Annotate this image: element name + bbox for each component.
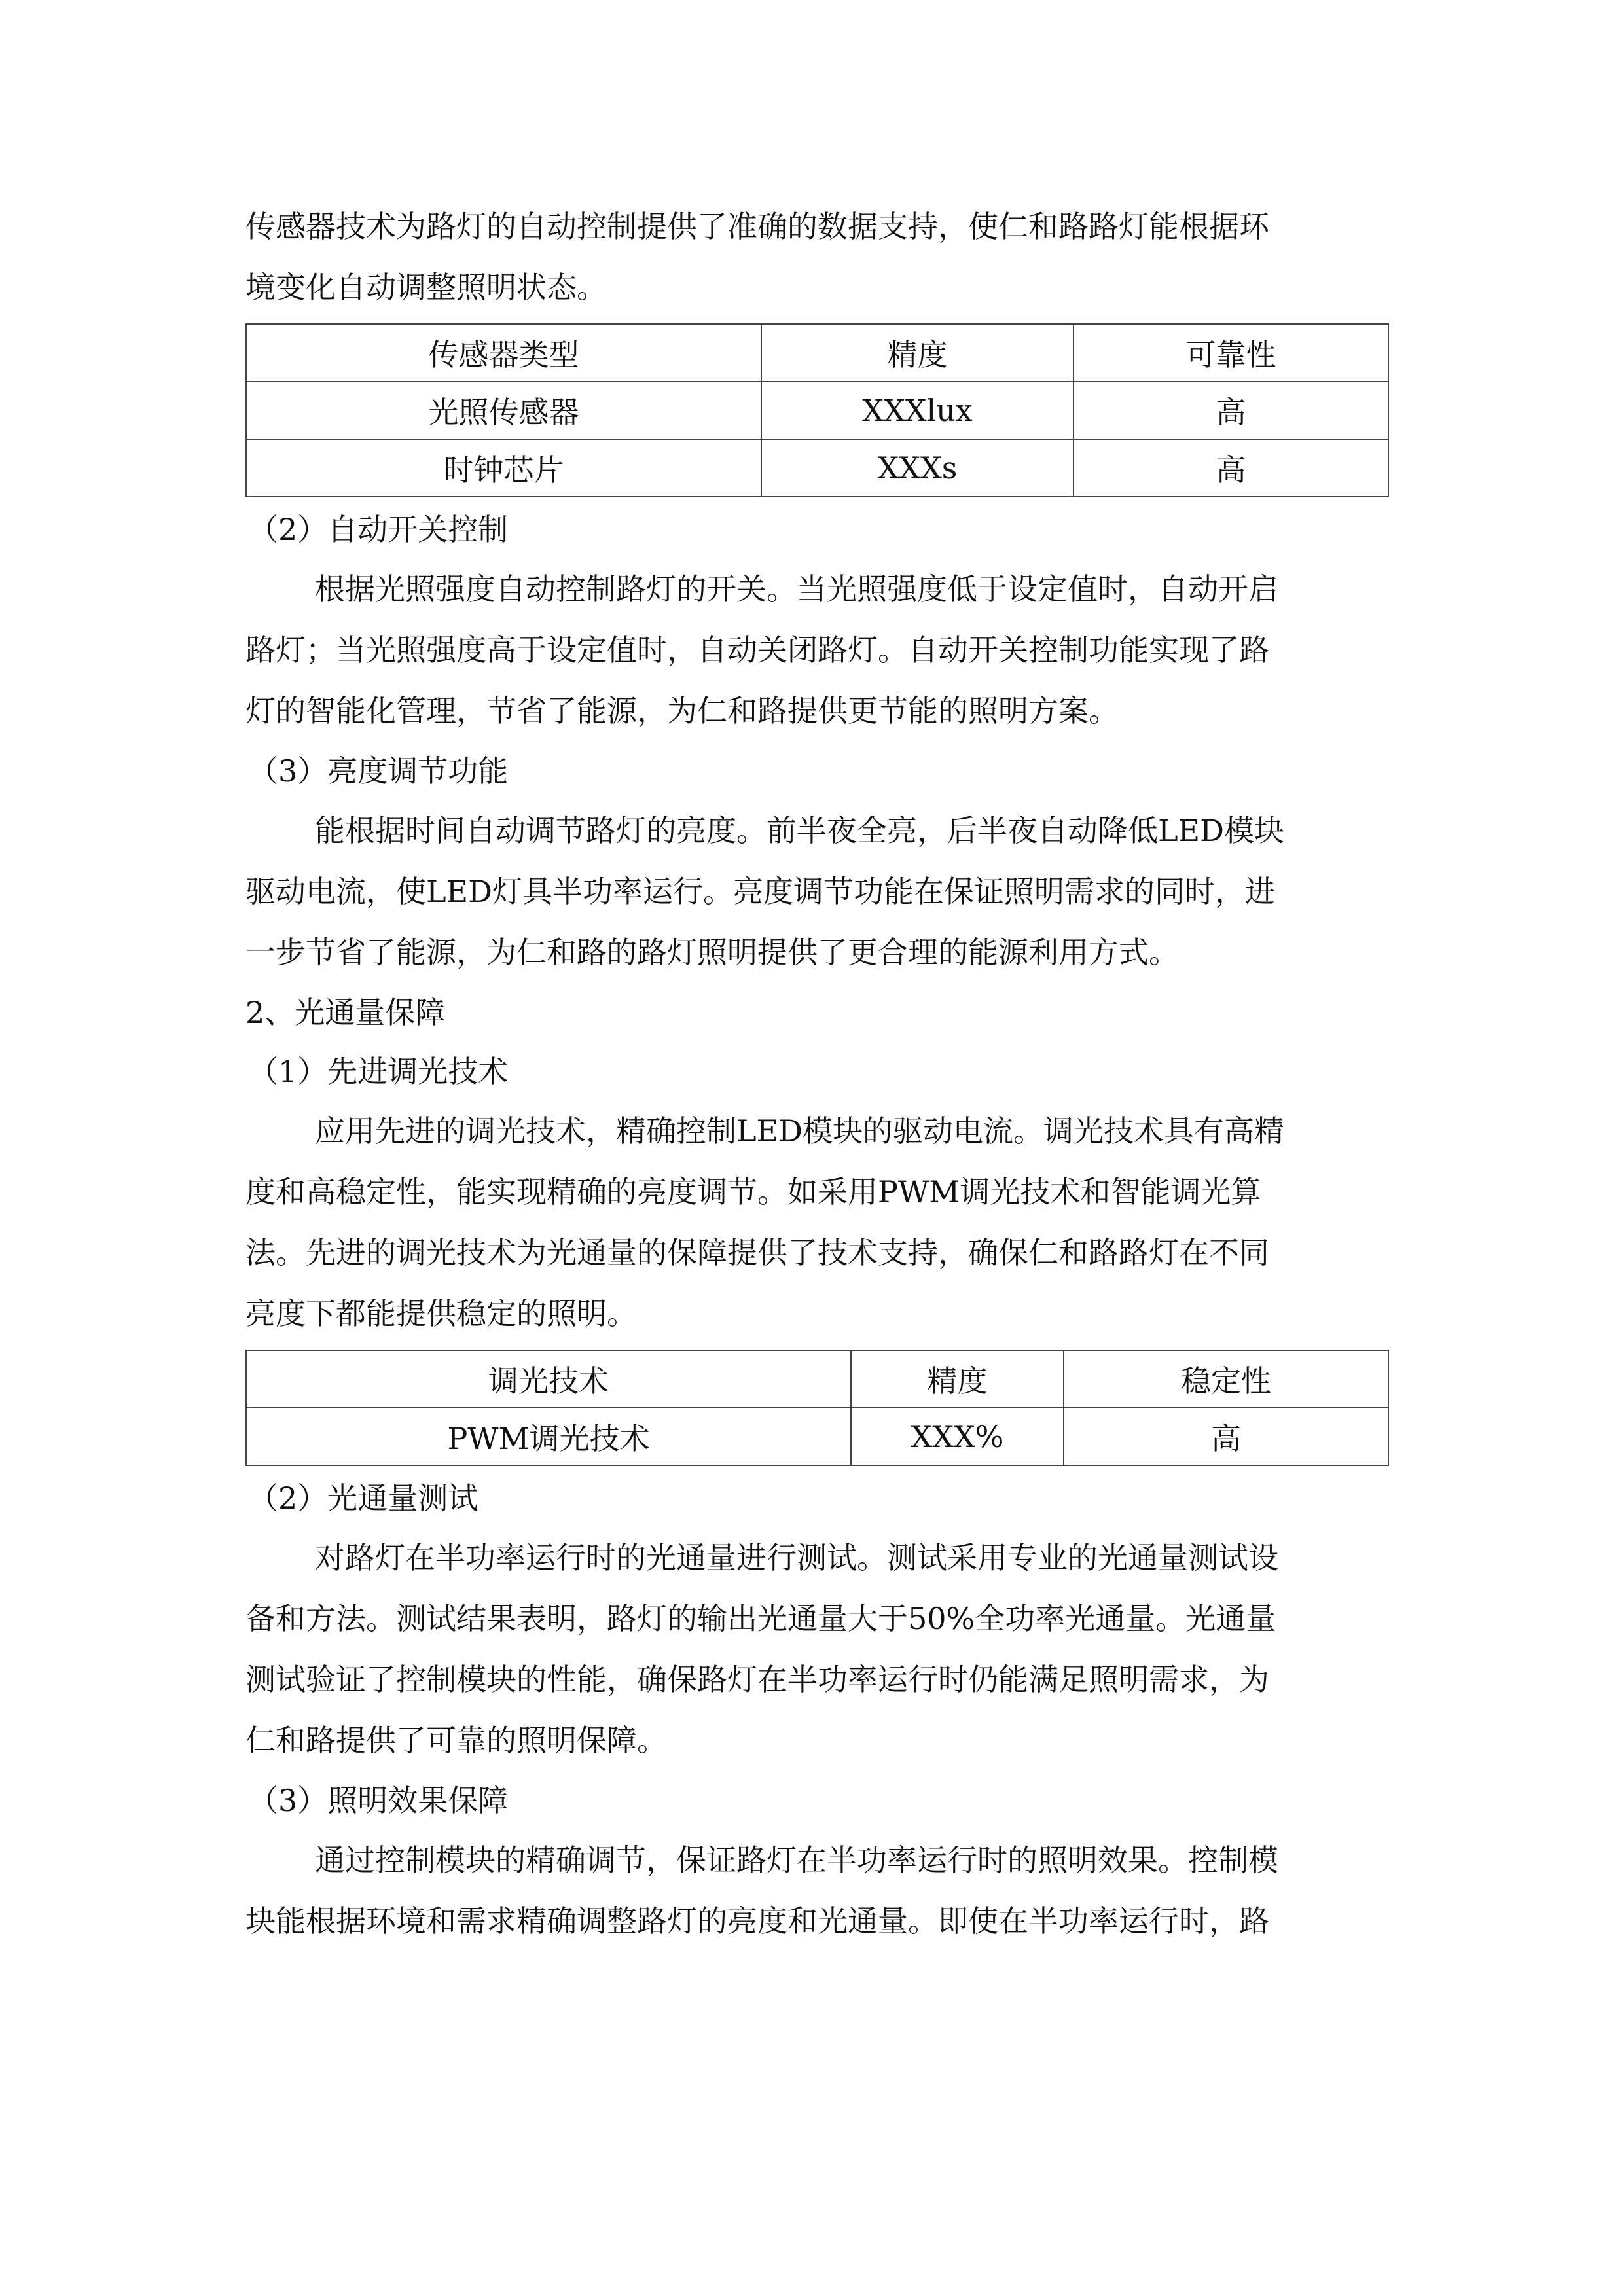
paragraph-line: 法。先进的调光技术为光通量的保障提供了技术支持，确保仁和路路灯在不同 <box>245 1235 1269 1270</box>
table-cell: XXX% <box>851 1408 1064 1465</box>
dimming-table <box>245 1350 1389 1466</box>
table-header-cell: 可靠性 <box>1074 324 1388 382</box>
paragraph-line: 通过控制模块的精确调节，保证路灯在半功率运行时的照明效果。控制模 <box>315 1842 1278 1878</box>
paragraph-line: 亮度下都能提供稳定的照明。 <box>245 1296 637 1331</box>
paragraph-line: 测试验证了控制模块的性能，确保路灯在半功率运行时仍能满足照明需求，为 <box>245 1662 1269 1697</box>
section-heading: （1）先进调光技术 <box>248 1054 509 1089</box>
table-cell: 高 <box>1064 1408 1388 1465</box>
sensor-table <box>245 323 1389 497</box>
table-cell: XXXs <box>761 439 1074 497</box>
table-cell: 高 <box>1074 382 1388 439</box>
table-header-cell: 精度 <box>851 1350 1064 1408</box>
paragraph-line: 灯的智能化管理，节省了能源，为仁和路提供更节能的照明方案。 <box>245 693 1119 728</box>
paragraph-line: 块能根据环境和需求精确调整路灯的亮度和光通量。即使在半功率运行时，路 <box>245 1903 1269 1939</box>
table-row <box>246 439 1388 497</box>
table-cell: 高 <box>1074 439 1388 497</box>
section-heading: （2）自动开关控制 <box>248 512 509 547</box>
paragraph-line: 路灯；当光照强度高于设定值时，自动关闭路灯。自动开关控制功能实现了路 <box>245 632 1269 668</box>
paragraph-line: 一步节省了能源，为仁和路的路灯照明提供了更合理的能源利用方式。 <box>245 935 1179 970</box>
table-cell: 时钟芯片 <box>246 439 761 497</box>
paragraph-line: 对路灯在半功率运行时的光通量进行测试。测试采用专业的光通量测试设 <box>315 1540 1278 1575</box>
paragraph-line: 能根据时间自动调节路灯的亮度。前半夜全亮，后半夜自动降低LED模块 <box>315 813 1285 848</box>
paragraph-line: 应用先进的调光技术，精确控制LED模块的驱动电流。调光技术具有高精 <box>315 1113 1285 1149</box>
table-header-cell: 调光技术 <box>246 1350 851 1408</box>
section-heading: （3）亮度调节功能 <box>248 753 509 789</box>
document-page <box>245 196 1388 1952</box>
section-heading: （2）光通量测试 <box>248 1480 478 1516</box>
paragraph-line: 仁和路提供了可靠的照明保障。 <box>245 1723 667 1758</box>
table-cell: XXXlux <box>761 382 1074 439</box>
intro-line-2: 境变化自动调整照明状态。 <box>245 270 607 305</box>
paragraph-line: 驱动电流，使LED灯具半功率运行。亮度调节功能在保证照明需求的同时，进 <box>245 874 1276 909</box>
table-header-cell: 稳定性 <box>1064 1350 1388 1408</box>
table-header-cell: 精度 <box>761 324 1074 382</box>
paragraph-line: 根据光照强度自动控制路灯的开关。当光照强度低于设定值时，自动开启 <box>315 571 1278 607</box>
table-header-cell: 传感器类型 <box>246 324 761 382</box>
section-heading: 2、光通量保障 <box>245 995 446 1030</box>
paragraph-line: 备和方法。测试结果表明，路灯的输出光通量大于50%全功率光通量。光通量 <box>245 1601 1276 1636</box>
paragraph-line: 度和高稳定性，能实现精确的亮度调节。如采用PWM调光技术和智能调光算 <box>245 1174 1261 1210</box>
table-cell: 光照传感器 <box>246 382 761 439</box>
intro-line-1: 传感器技术为路灯的自动控制提供了准确的数据支持，使仁和路路灯能根据环 <box>245 209 1269 244</box>
table-cell: PWM调光技术 <box>246 1408 851 1465</box>
table-header-row <box>246 324 1388 382</box>
table-row <box>246 382 1388 439</box>
section-heading: （3）照明效果保障 <box>248 1783 509 1818</box>
table-header-row <box>246 1350 1388 1408</box>
table-row <box>246 1408 1388 1465</box>
